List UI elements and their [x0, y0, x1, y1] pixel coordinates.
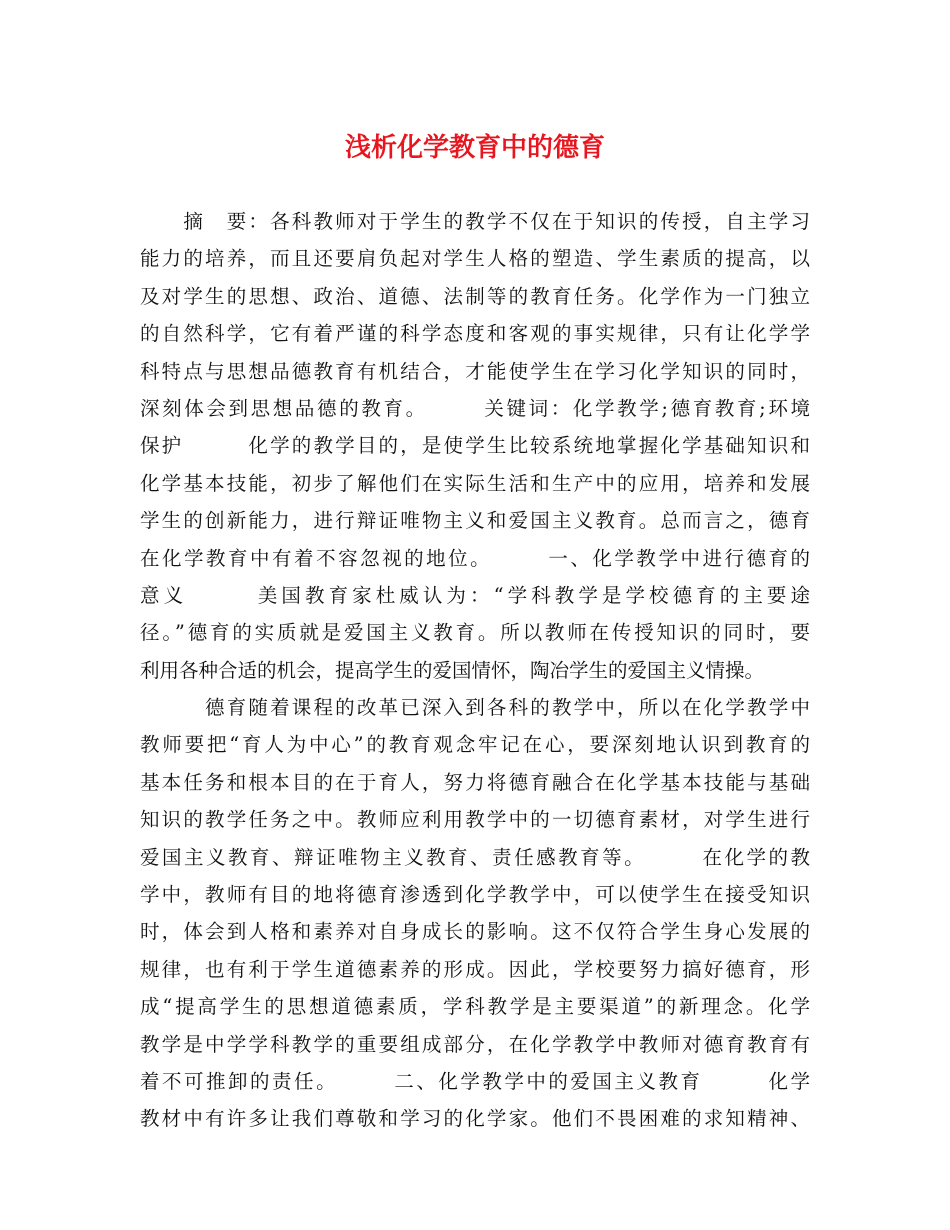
- body-line: 成“提高学生的思想道德素质，学科教学是主要渠道”的新理念。化学: [140, 995, 810, 1019]
- body-line: 着不可推卸的责任。 二、化学教学中的爱国主义教育 化学: [140, 1069, 810, 1093]
- body-line: 科特点与思想品德教育有机结合，才能使学生在学习化学知识的同时，: [140, 359, 810, 383]
- body-line: 规律，也有利于学生道德素养的形成。因此，学校要努力搞好德育，形: [140, 957, 810, 981]
- document-body: [140, 203, 810, 1138]
- body-line: 化学基本技能，初步了解他们在实际生活和生产中的应用，培养和发展: [140, 471, 810, 495]
- body-line: 能力的培养，而且还要肩负起对学生人格的塑造、学生素质的提高，以: [140, 247, 810, 271]
- body-line: 径。”德育的实质就是爱国主义教育。所以教师在传授知识的同时，要: [140, 621, 810, 645]
- body-line: 及对学生的思想、政治、道德、法制等的教育任务。化学作为一门独立: [140, 284, 810, 308]
- body-line: 教学是中学学科教学的重要组成部分，在化学教学中教师对德育教育有: [140, 1032, 810, 1056]
- body-line: 教材中有许多让我们尊敬和学习的化学家。他们不畏困难的求知精神、: [140, 1107, 810, 1131]
- body-line: 摘 要：各科教师对于学生的教学不仅在于知识的传授，自主学习: [140, 210, 810, 233]
- body-line: 在化学教育中有着不容忽视的地位。 一、化学教学中进行德育的: [140, 546, 810, 570]
- body-line: 深刻体会到思想品德的教育。 关键词：化学教学;德育教育;环境: [140, 396, 810, 420]
- body-line: 德育随着课程的改革已深入到各科的教学中，所以在化学教学中: [140, 696, 810, 720]
- body-line: 学生的创新能力，进行辩证唯物主义和爱国主义教育。总而言之，德育: [140, 509, 810, 533]
- body-line: 基本任务和根本目的在于育人，努力将德育融合在化学基本技能与基础: [140, 770, 810, 794]
- body-line: 的自然科学，它有着严谨的科学态度和客观的事实规律，只有让化学学: [140, 322, 810, 346]
- body-line: 学中，教师有目的地将德育渗透到化学教学中，可以使学生在接受知识: [140, 883, 810, 907]
- body-line: 知识的教学任务之中。教师应利用教学中的一切德育素材，对学生进行: [140, 808, 810, 832]
- document-title: 浅析化学教育中的德育: [344, 133, 605, 163]
- body-line: 意义 美国教育家杜威认为：“学科教学是学校德育的主要途: [140, 583, 810, 607]
- body-line: 利用各种合适的机会，提高学生的爱国情怀，陶冶学生的爱国主义情操。: [140, 658, 765, 682]
- body-line: 时，体会到人格和素养对自身成长的影响。这不仅符合学生身心发展的: [140, 920, 810, 944]
- body-line: 教师要把“育人为中心”的教育观念牢记在心，要深刻地认识到教育的: [140, 733, 810, 757]
- body-line: 保护 化学的教学目的，是使学生比较系统地掌握化学基础知识和: [140, 434, 810, 458]
- body-line: 爱国主义教育、辩证唯物主义教育、责任感教育等。 在化学的教: [140, 845, 810, 869]
